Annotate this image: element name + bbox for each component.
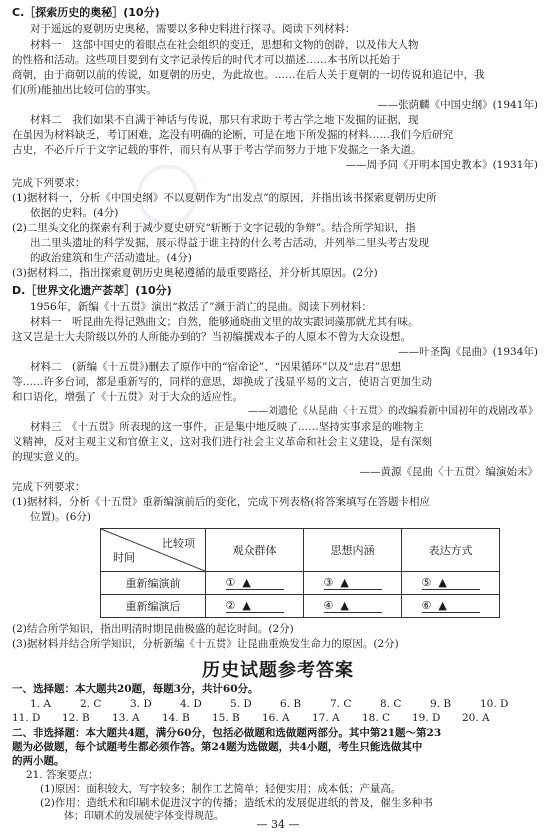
watermark: ◯ [120,145,211,237]
section-d-heading: D.［世界文化遗产荟萃］(10分) [12,284,172,297]
c-question2-line: (2)二里头文化的探索有利于减少夏史研究“斩断于文字记载的争辩”。结合所学知识，指 [12,222,416,234]
answer-item: 13. A [112,712,140,724]
d-material3-line: 的现实意义的。 [12,451,86,463]
d-task-label: 完成下列要求： [12,481,86,493]
d-material3-line: 材料三 《十五贯》所表现的这一事件，正是集中地反映了……坚持实事求是的唯物主 [30,421,424,433]
section-c-intro: 对于遥远的夏朝历史奥秘，需要以多种史料进行探寻。阅读下列材料： [30,23,356,35]
answers-row [12,711,512,725]
d-question2: (2)结合所学知识，指出明清时期昆曲极盛的起讫时间。(2分) [12,623,294,635]
answer-item: 11. D [12,712,41,724]
answers-row [30,697,530,711]
answer-item: 20. A [462,712,490,724]
table-cell [304,595,402,618]
c-material1-line: 材料一 这部中国史的着眼点在社会组织的变迁，思想和文物的创辟，以及伟大人物 [30,39,419,51]
answer-item: 4. D [180,698,202,710]
d-material2-line: 和口语化，增强了《十五贯》对于大众的适应性。 [12,391,243,403]
c-question3: (3)据材料二，指出探索夏朝历史奥秘遵循的最重要路径，并分析其原因。(2分) [12,267,378,279]
d-material3-line: 义精神，反对主观主义和官僚主义，这对我们进行社会主义革命和社会主义建设，是有深刻 [12,436,432,448]
answer-item: 6. B [280,698,302,710]
answers-part2-heading: 二、非选择题：本大题共4题，满分60分，包括必做题和选做题两部分。其中第21题～第23 [12,727,442,739]
triangle-marker-icon: ▲ [438,576,447,589]
triangle-marker-icon: ▲ [242,599,251,612]
c-material1-line: 们(所)能抽出比较可信的事实。 [12,84,157,96]
c-question1-line: 依据的史料。(4分) [30,207,119,219]
cell-number: ① [225,576,236,589]
table-row [101,572,500,595]
answer-item: 1. A [30,698,51,710]
table-col-header: 思想内涵 [304,529,402,572]
answer-item: 10. D [480,698,509,710]
d-material2-line: 等……许多台词，都是重新写的，同样的意思，却换成了浅显平易的文言，使语言更加生动 [12,376,432,388]
cell-number: ⑤ [421,576,432,589]
c-material1-source: ——张荫麟《中国史纲》(1941年) [377,99,538,111]
answer-21-part2: 体；印刷术的发展使字体变得规范。 [64,811,224,822]
c-question2-line: 的政治建筑和生产活动遗址。(4分) [30,252,192,264]
c-material2-line: 古史，不必斤斤于文字记载的事件，而只有从事于考古学而努力于地下发掘之一条大道。 [12,144,422,156]
triangle-marker-icon: ▲ [242,576,251,589]
table-row [101,595,500,618]
answers-part2-heading: 的两小题。 [12,755,65,767]
triangle-marker-icon: ▲ [438,599,447,612]
triangle-marker-icon: ▲ [340,599,349,612]
d-material1-source: ——叶圣陶《昆曲》(1934年) [398,346,538,358]
answer-item: 5. D [230,698,252,710]
table-cell [304,572,402,595]
table-cell [402,595,500,618]
triangle-marker-icon: ▲ [340,576,349,589]
c-material2-line: 在虽因为材料缺乏，考订困难，迄没有明确的论断，可是在地下所发掘的材料……我们今后研究 [12,129,453,141]
d-question1-line: 位置)。(6分) [30,511,91,523]
table-row-label: 重新编演后 [101,595,206,618]
exam-page [12,6,544,832]
answer-item: 8. C [380,698,402,710]
d-material2-source: ——刘遗伦《从昆曲〈十五贯〉的改编看新中国初年的戏剧改革》 [248,406,538,417]
table-cell [402,572,500,595]
cell-number: ⑥ [421,599,432,612]
d-question3: (3)据材料并结合所学知识，分析新编《十五贯》让昆曲重焕发生命力的原因。(2分) [12,638,399,650]
comparison-table [100,528,500,618]
table-row-label: 重新编演前 [101,572,206,595]
answer-21-part1: (1)原因：面积较大，写字较多；制作工艺简单；轻便实用；成本低；产量高。 [40,783,402,795]
answer-item: 12. B [62,712,90,724]
d-material3-source: ——黄源《昆曲〈十五贯〉编演始末》 [359,466,538,478]
c-material1-line: 商朝，由于商朝以前的传说，如夏朝的历史，为此故也。……在后人关于夏朝的一切传说和追记中，我 [12,69,485,81]
answer-item: 15. B [212,712,240,724]
d-question1-line: (1)据材料，分析《十五贯》重新编演前后的变化，完成下列表格(将答案填写在答题卡相应 [12,496,430,508]
table-corner-cell [101,529,206,572]
table-cell [206,572,304,595]
table-cell [206,595,304,618]
answer-item: 14. B [162,712,190,724]
section-c-heading: C.［探索历史的奥秘］(10分) [12,6,160,19]
answer-item: 2. C [80,698,102,710]
table-corner-top: 比较项 [162,537,195,550]
answer-item: 16. A [262,712,290,724]
answer-item: 3. D [130,698,152,710]
table-col-header: 观众群体 [206,529,304,572]
answer-item: 19. D [412,712,441,724]
answers-part1-heading: 一、选择题：本大题共20题，每题3分，共计60分。 [12,683,259,695]
d-material2-line: 材料二 (新编《十五贯》)删去了原作中的“宿命论”、“因果循环”以及“忠君”思想 [30,361,402,373]
page-number: — 34 — [256,818,300,831]
table-col-header: 表达方式 [402,529,500,572]
c-material1-line: 的性格和活动。这些项目要到有文字记录传后的时代才可以描述……本书所以托始于 [12,54,401,66]
table-corner-bottom: 时间 [113,551,135,564]
d-material1-line: 这又岂是士大夫阶级以外的人所能办到的？当初编撰戏本子的人原本不曾为大众设想。 [12,331,411,343]
answers-part2-heading: 题为必做题，每个试题考生都必须作答。第24题为选做题，共4小题，考生只能选做其中 [12,741,423,753]
answer-21-label: 21. 答案要点： [26,769,99,781]
cell-number: ② [225,599,236,612]
c-material2-source: ——周予同《开明本国史教本》(1931年) [345,159,538,171]
section-d-intro: 1956年，新编《十五贯》演出“救活了”濒于消亡的昆曲。阅读下列材料： [30,301,372,313]
cell-number: ④ [323,599,334,612]
answer-item: 9. B [430,698,452,710]
answer-item: 7. C [330,698,352,710]
answers-title: 历史试题参考答案 [202,660,354,681]
d-material1-line: 材料一 听昆曲先得记熟曲文；自然，能够通晓曲文里的故实跟词藻那就尤其有味。 [30,316,419,328]
answer-item: 18. C [362,712,391,724]
c-material2-line: 材料二 我们如果不自满于神话与传说，那只有求助于考古学之地下发掘的证据，现 [30,114,419,126]
c-question1-line: (1)据材料一，分析《中国史纲》不以夏朝作为“出发点”的原因，并指出该书探索夏朝历史所 [12,192,437,204]
answer-item: 17. A [312,712,340,724]
c-task-label: 完成下列要求： [12,177,86,189]
answer-21-part2: (2)作用：造纸术和印刷术促进汉字的传播；造纸术的发展促进纸的普及，催生多种书 [40,797,433,809]
cell-number: ③ [323,576,334,589]
c-question2-line: 出二里头遗址的科学发掘，展示得益于谁主持的什么考古活动，并列举二里头考古发现 [30,237,429,249]
